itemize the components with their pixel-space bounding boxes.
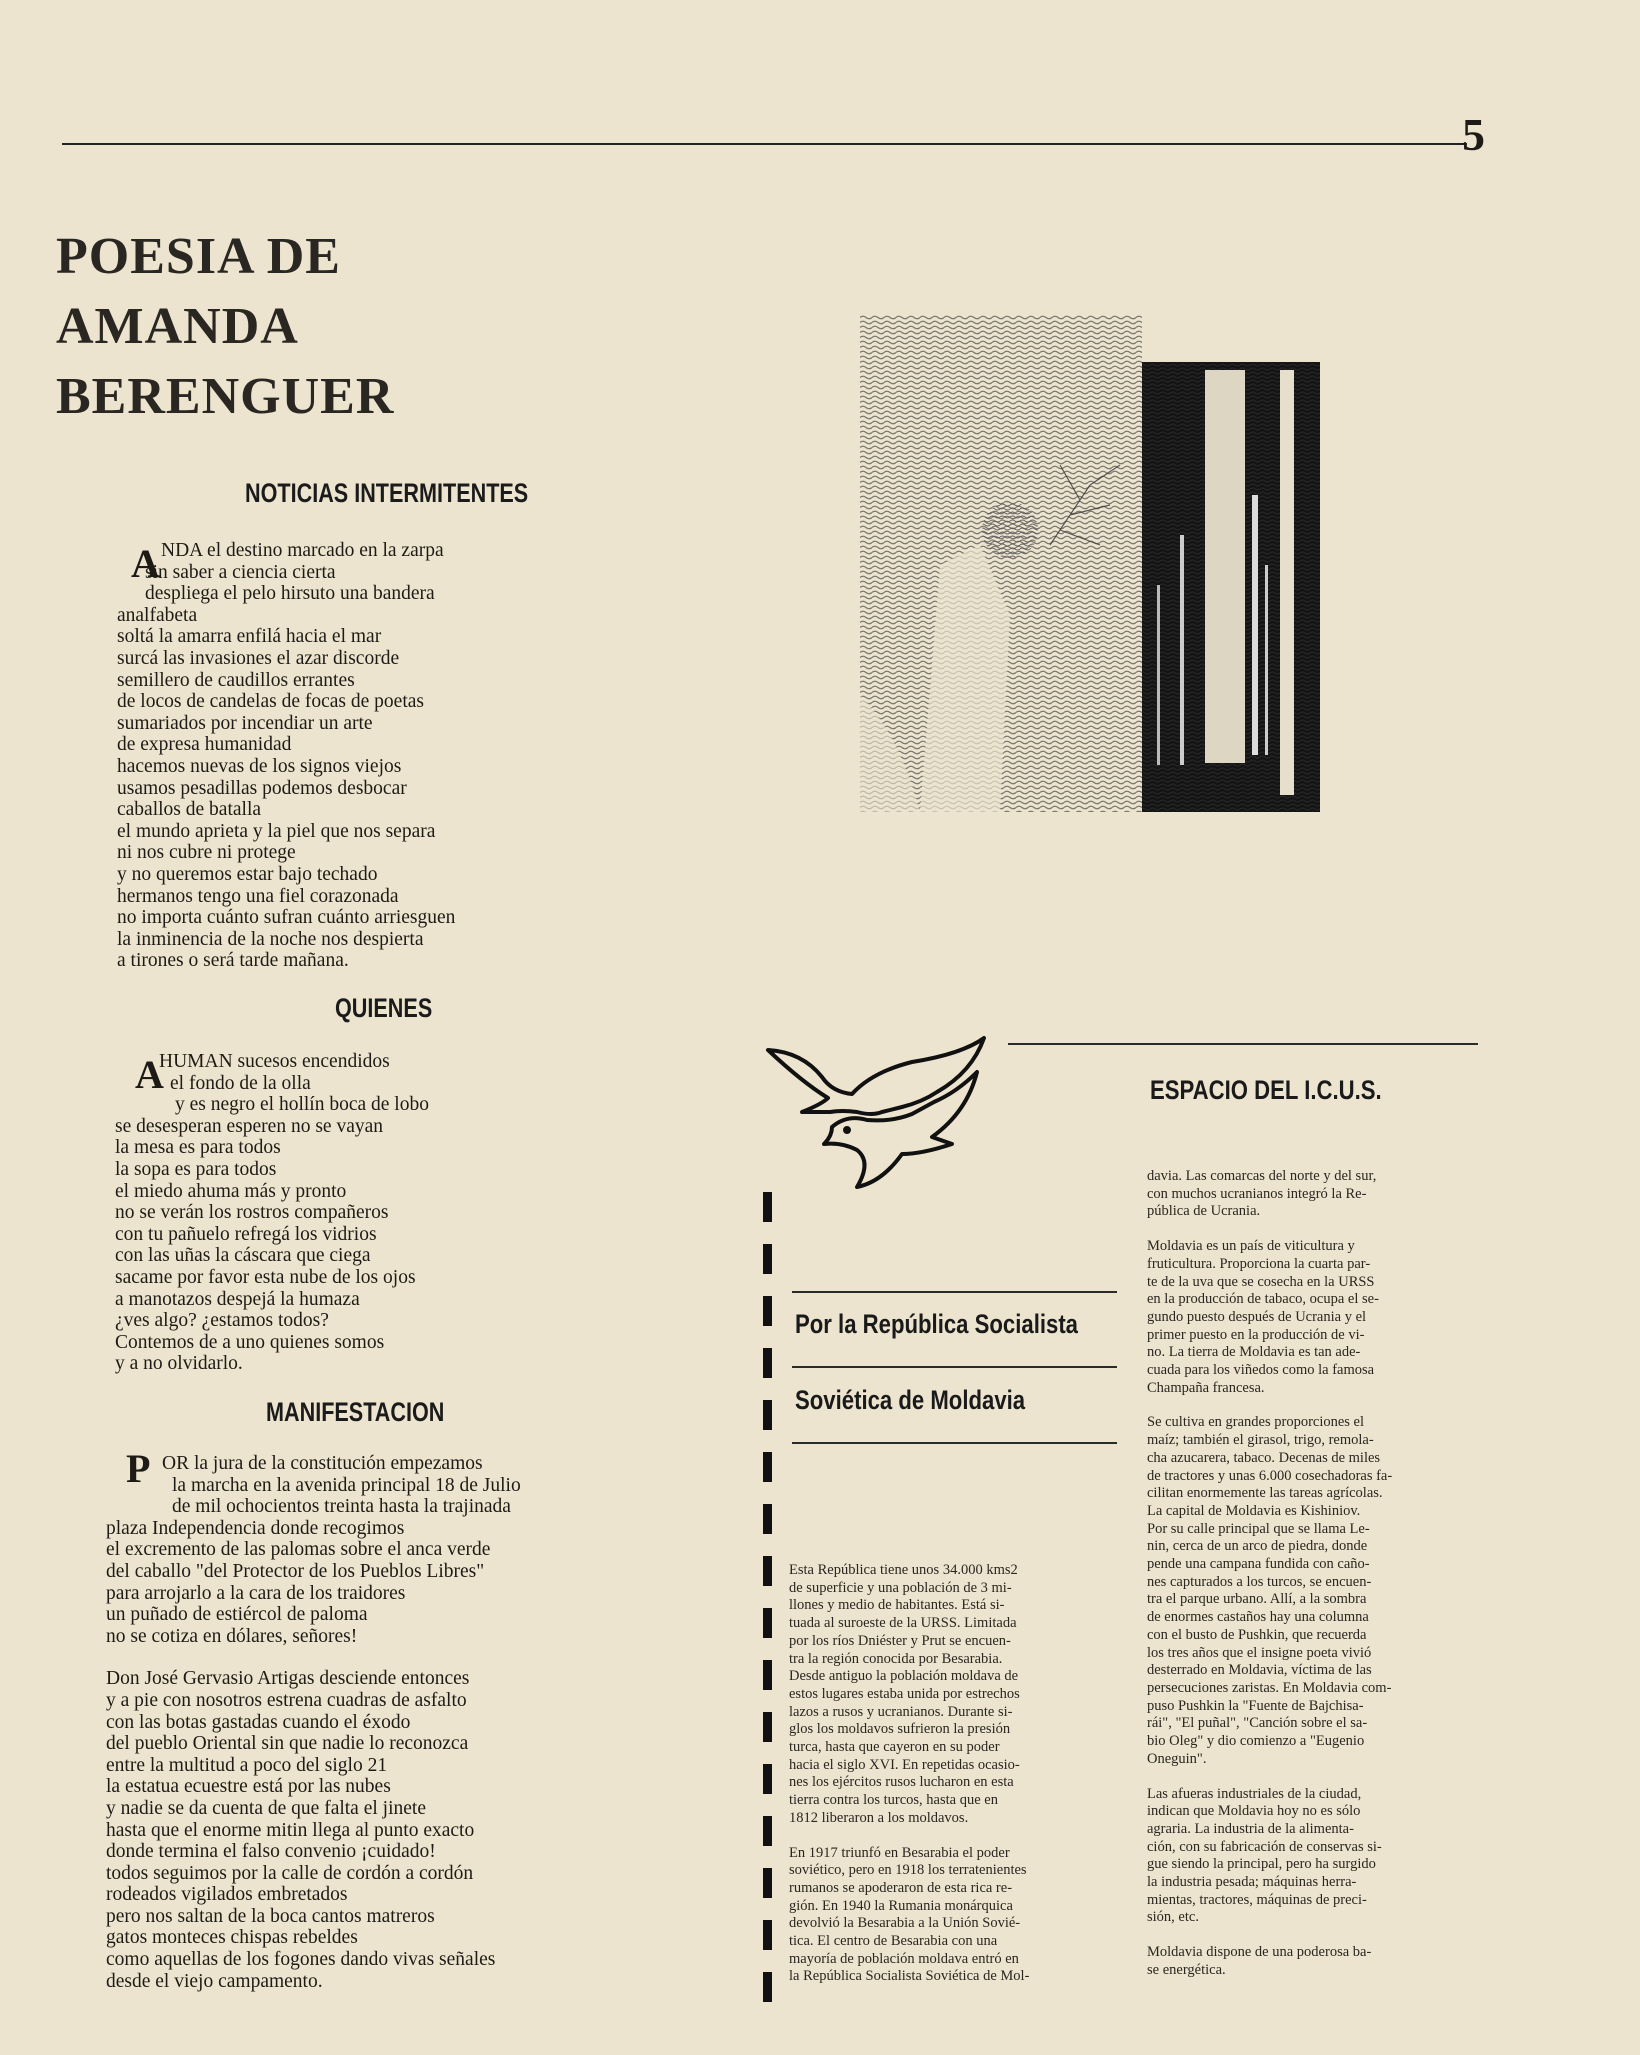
poem-title-quienes: QUIENES [335, 993, 433, 1023]
column-line [1147, 1927, 1477, 1944]
column-line: fruticultura. Proporciona la cuarta par- [1147, 1255, 1371, 1272]
article-column-2 [1147, 1168, 1477, 1980]
column-line: Moldavia dispone de una poderosa ba- [1147, 1944, 1372, 1961]
poem-line: la marcha en la avenida principal 18 de Julio [172, 1474, 521, 1496]
poem-line: y a pie con nosotros estrena cuadras de asfalto [106, 1689, 467, 1711]
poem-line: caballos de batalla [117, 799, 262, 821]
poem-line: de mil ochocientos treinta hasta la trajinada [172, 1496, 511, 1518]
column-line: cuada para los viñedos como la famosa [1147, 1362, 1375, 1379]
column-line: te de la uva que se cosecha en la URSS [1147, 1273, 1375, 1290]
poem-line: plaza Independencia donde recogimos [106, 1517, 405, 1539]
poem-line: y nadie se da cuenta de que falta el jinete [106, 1797, 426, 1819]
poem-line: ¿ves algo? ¿estamos todos? [115, 1310, 329, 1332]
column-line: hacia el siglo XVI. En repetidas ocasio- [789, 1756, 1020, 1773]
column-line: sión, etc. [1147, 1909, 1199, 1926]
poem-line: sacame por favor esta nube de los ojos [115, 1266, 416, 1288]
column-line: mayoría de población moldava entró en [789, 1950, 1019, 1967]
article-title-line-2: AMANDA [56, 298, 299, 355]
poem-line: Don José Gervasio Artigas desciende entonces [106, 1668, 470, 1690]
poem-line: usamos pesadillas podemos desbocar [117, 777, 407, 799]
column-line: Las afueras industriales de la ciudad, [1147, 1785, 1362, 1802]
column-line: agraria. La industria de la alimenta- [1147, 1820, 1354, 1837]
poem-line: de locos de candelas de focas de poetas [117, 691, 424, 713]
poem-line: analfabeta [117, 604, 198, 626]
column-line: pende una campana fundida con caño- [1147, 1556, 1370, 1573]
article-title-line-3: BERENGUER [56, 368, 395, 425]
poem-body-quienes [115, 1051, 429, 1375]
poem-line: se desesperan esperen no se vayan [115, 1115, 384, 1137]
column-line: rái", "El puñal", "Canción sobre el sa- [1147, 1715, 1368, 1732]
article-title [56, 222, 616, 432]
poem-line: un puñado de estiércol de paloma [106, 1604, 368, 1626]
column-line: primer puesto en la producción de vi- [1147, 1326, 1365, 1343]
halftone-photo [860, 315, 1320, 812]
column-line: llones y medio de habitantes. Está si- [789, 1597, 1005, 1614]
poem-line: hasta que el enorme mitin llega al punto exacto [106, 1819, 475, 1841]
column-line: desterrado en Moldavia, víctima de las [1147, 1662, 1372, 1679]
poem-line: a tirones o será tarde mañana. [117, 950, 349, 972]
header-rule [62, 143, 1467, 145]
column-line: en la producción de tabaco, ocupa el se- [1147, 1291, 1379, 1308]
poem-line: y a no olvidarlo. [115, 1353, 243, 1375]
column-line [1147, 1769, 1477, 1786]
poem-line: HUMAN sucesos encendidos [159, 1051, 390, 1072]
column-line: nes capturados a los turcos, se encuen- [1147, 1573, 1372, 1590]
column-line: lazos a rusos y ucranianos. Durante si- [789, 1703, 1013, 1720]
column-line: maíz; también el girasol, trigo, remola- [1147, 1432, 1374, 1449]
poem-line: gatos monteces chispas rebeldes [106, 1927, 358, 1949]
column-line: tuada al suroeste de la URSS. Limitada [789, 1615, 1017, 1632]
column-line: cha azucarera, tabaco. Decenas de miles [1147, 1449, 1381, 1466]
drop-cap: A [135, 1052, 164, 1097]
column-line: mientas, tractores, máquinas de preci- [1147, 1891, 1367, 1908]
column-line [1147, 1221, 1477, 1238]
poem-line: NDA el destino marcado en la zarpa [161, 540, 444, 561]
poem-line: con tu pañuelo refregá los vidrios [115, 1223, 377, 1245]
poem-line: desde el viejo campamento. [106, 1970, 323, 1992]
column-line: soviético, pero en 1918 los terratenientes [789, 1862, 1027, 1879]
poem-line: el miedo ahuma más y pronto [115, 1180, 347, 1202]
poem-line: a manotazos despejá la humaza [115, 1288, 360, 1310]
poem-line: con las uñas la cáscara que ciega [115, 1245, 371, 1267]
poem-line: como aquellas de los fogones dando vivas señales [106, 1949, 496, 1971]
column-line: tierra contra los turcos, hasta que en [789, 1792, 998, 1809]
column-line: puso Pushkin la "Fuente de Bajchisa- [1147, 1697, 1364, 1714]
column-line: indican que Moldavia hoy no es sólo [1147, 1803, 1361, 1820]
drop-cap: A [131, 541, 160, 586]
column-line: En 1917 triunfó en Besarabia el poder [789, 1844, 1010, 1861]
column-line: los tres años que el insigne poeta vivió [1147, 1644, 1372, 1661]
column-line: turca, hasta que cayeron en su poder [789, 1739, 1000, 1756]
icus-section-title: ESPACIO DEL I.C.U.S. [1150, 1075, 1382, 1105]
column-line: bio Oleg" y dio comienzo a "Eugenio [1147, 1733, 1365, 1750]
box-rule-3 [792, 1442, 1117, 1444]
column-line [789, 1828, 1119, 1845]
column-line: Oneguin". [1147, 1750, 1207, 1767]
column-line: tra el parque urbano. Allí, a la sombra [1147, 1591, 1367, 1608]
poem-line: ni nos cubre ni protege [117, 842, 296, 864]
column-line: 1812 liberaron a los moldavos. [789, 1809, 969, 1826]
poem-line: OR la jura de la constitución empezamos [162, 1453, 483, 1474]
box-rule-2 [792, 1366, 1117, 1368]
column-line: glos los moldavos sufrieron la presión [789, 1721, 1011, 1738]
poem-line: soltá la amarra enfilá hacia el mar [117, 626, 382, 648]
poem-line: hermanos tengo una fiel corazonada [117, 885, 399, 907]
column-line: Esta República tiene unos 34.000 kms2 [789, 1562, 1018, 1578]
column-line: gundo puesto después de Ucrania y el [1147, 1308, 1367, 1325]
photo-illustration [860, 315, 1320, 812]
poem-line: rodeados vigilados embretados [106, 1884, 348, 1906]
poem-line: entre la multitud a poco del siglo 21 [106, 1754, 388, 1776]
poem-line: del caballo "del Protector de los Pueblos Libres" [106, 1560, 485, 1582]
column-line [1147, 1397, 1477, 1414]
column-line: gue siendo la principal, pero ha surgido [1147, 1856, 1376, 1873]
poem-line: donde termina el falso convenio ¡cuidado! [106, 1841, 436, 1863]
drop-cap: P [126, 1446, 151, 1491]
poem-line: despliega el pelo hirsuto una bandera [145, 583, 435, 605]
box-rule-1 [792, 1291, 1117, 1293]
page-number: 5 [1462, 109, 1485, 160]
poem-line: sumariados por incendiar un arte [117, 712, 373, 734]
column-line: nin, cerca de un arco de piedra, donde [1147, 1538, 1368, 1555]
poem-line: el mundo aprieta y la piel que nos separa [117, 820, 436, 842]
column-line: tra la región conocida por Besarabia. [789, 1650, 1003, 1667]
dove-icon [762, 1032, 996, 1190]
column-line: tica. El centro de Besarabia con una [789, 1933, 998, 1950]
column-line: con el busto de Pushkin, que recuerda [1147, 1626, 1367, 1643]
column-line: persecuciones zaristas. En Moldavia com- [1147, 1679, 1392, 1696]
poem-line: pero nos saltan de la boca cantos matreros [106, 1905, 435, 1927]
column-line: Por su calle principal que se llama Le- [1147, 1520, 1370, 1537]
article-title-line-1: POESIA DE [56, 228, 341, 285]
column-line: gión. En 1940 la Rumania monárquica [789, 1897, 1013, 1914]
column-line: Moldavia es un país de viticultura y [1147, 1238, 1355, 1255]
column-line: de tractores y unas 6.000 cosechadoras fa- [1147, 1467, 1393, 1484]
poem-line: no importa cuánto sufran cuánto arriesguen [117, 907, 456, 929]
poem-line: del pueblo Oriental sin que nadie lo reconozca [106, 1733, 469, 1755]
column-line: se energética. [1147, 1961, 1226, 1978]
poem-body-noticias [117, 540, 455, 972]
article-column-1 [789, 1562, 1119, 1986]
poem-line: de expresa humanidad [117, 734, 292, 756]
column-line: Champaña francesa. [1147, 1379, 1265, 1396]
poem-line [106, 1647, 521, 1668]
poem-line: la estatua ecuestre está por las nubes [106, 1776, 391, 1798]
column-line: pública de Ucrania. [1147, 1203, 1261, 1220]
column-line: Se cultiva en grandes proporciones el [1147, 1414, 1365, 1431]
column-line: ción, con su fabricación de conservas si- [1147, 1838, 1382, 1855]
column-line: de enormes castaños hay una columna [1147, 1609, 1369, 1626]
poem-line: y es negro el hollín boca de lobo [175, 1094, 429, 1116]
column-line: estos lugares estaba unida por estrechos [789, 1685, 1020, 1702]
column-line: La capital de Moldavia es Kishiniov. [1147, 1502, 1361, 1519]
poem-line: el fondo de la olla [170, 1072, 311, 1094]
poem-line: todos seguimos por la calle de cordón a cordón [106, 1862, 474, 1884]
column-line: davia. Las comarcas del norte y del sur, [1147, 1168, 1377, 1184]
poem-line: la inminencia de la noche nos despierta [117, 928, 424, 950]
section-rule [1008, 1043, 1478, 1045]
column-line: Desde antiguo la población moldava de [789, 1668, 1019, 1685]
poem-line: Contemos de a uno quienes somos [115, 1331, 385, 1353]
box-title-line-2: Soviética de Moldavia [795, 1385, 1026, 1415]
poem-line: la sopa es para todos [115, 1158, 277, 1180]
poem-line: hacemos nuevas de los signos viejos [117, 755, 402, 777]
poem-line: surcá las invasiones el azar discorde [117, 647, 400, 669]
poem-title-noticias: NOTICIAS INTERMITENTES [245, 478, 529, 508]
poem-line: con las botas gastadas cuando el éxodo [106, 1711, 411, 1733]
column-line: de superficie y una población de 3 mi- [789, 1579, 1012, 1596]
poem-line: y no queremos estar bajo techado [117, 863, 378, 885]
poem-line: no se verán los rostros compañeros [115, 1202, 389, 1224]
poem-title-manifestacion: MANIFESTACION [266, 1397, 445, 1427]
column-line: devolvió la Besarabia a la Unión Sovié- [789, 1915, 1021, 1932]
column-line: cilitan enormemente las tareas agrícolas. [1147, 1485, 1383, 1502]
dashed-border [763, 1192, 775, 2032]
poem-line: no se cotiza en dólares, señores! [106, 1625, 358, 1647]
column-line: con muchos ucranianos integró la Re- [1147, 1185, 1367, 1202]
poem-body-manifestacion [106, 1453, 521, 1992]
column-line: rumanos se apoderaron de esta rica re- [789, 1879, 1013, 1896]
column-line: la República Socialista Soviética de Mol- [789, 1968, 1030, 1985]
poem-line: sin saber a ciencia cierta [145, 561, 336, 583]
column-line: la industria pesada; máquinas herra- [1147, 1874, 1357, 1891]
poem-line: el excremento de las palomas sobre el anca verde [106, 1539, 491, 1561]
column-line: por los ríos Dniéster y Prut se encuen- [789, 1632, 1011, 1649]
poem-line: para arrojarlo a la cara de los traidores [106, 1582, 406, 1604]
dove-icon-svg [762, 1032, 996, 1190]
column-line: nes los ejércitos rusos lucharon en esta [789, 1774, 1014, 1791]
column-line: no. La tierra de Moldavia es tan ade- [1147, 1344, 1361, 1361]
box-title-line-1: Por la República Socialista [795, 1309, 1079, 1339]
poem-line: la mesa es para todos [115, 1137, 281, 1159]
poem-line: semillero de caudillos errantes [117, 669, 355, 691]
